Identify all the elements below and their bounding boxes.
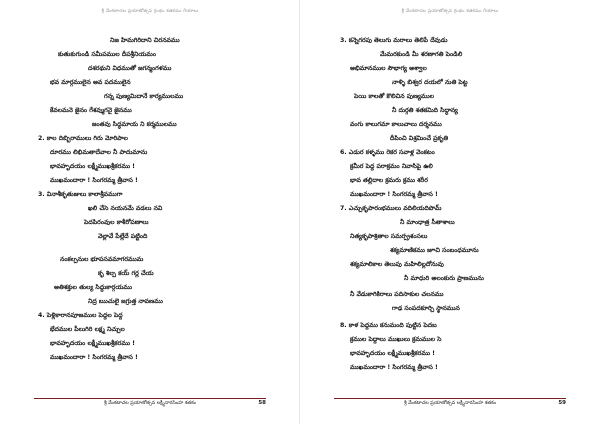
verse-line: నిద్ర ఋచులై జగ్రుత్త నావణము xyxy=(88,298,163,305)
verse-line: కుతుకుగుండి సమీపముల దీపశ్రీనియమం xyxy=(58,51,156,58)
verse-line: పెయి కాలతో కొలిచిన పుణ్యముల xyxy=(354,93,434,100)
right-footer-text: శ్రీ వేంకటాచల ప్రయాణోత్సవ లక్ష్మీనారసింహ శతకం xyxy=(403,401,497,406)
verse-number-line: 8. కాళ పెద్దము కనుమంది పుట్టిన పెదబ xyxy=(340,322,437,329)
verse-line: దూరము లిభిమతాదేవాల నీ పాదుమాను xyxy=(50,149,148,156)
verse-line: నీ వేడుకాగికిరాలు పదిసాకుల చలనము xyxy=(350,291,444,298)
right-footer xyxy=(334,398,566,409)
verse-line: అతిశక్తుల తుల్య సిద్ధుకార్గయము xyxy=(54,284,132,291)
left-running-head: శ్రీ వేంకటాచల ప్రయాణోత్సవ గ్రంథం శతకము గేయాలు xyxy=(101,9,199,14)
verse-line: క్రమీర పెద్ద పరాక్రమం నివాసిపై ఉలి xyxy=(350,163,433,170)
verse-number-line: 4. పెళ్లికారానపూజముల పెద్దల పెద్ద xyxy=(38,312,123,319)
verse-line: దశరథుని విధముతో జగన్మంగళము xyxy=(88,65,172,72)
verse-number-line: 3. వినాశీకృతుజులు కాలాశ్రీవముగా xyxy=(38,191,123,198)
verse-line: గాఢ సంపదకూర్చి స్థానమున xyxy=(392,305,460,312)
verse-line: నీ మాంధాత్ర సీతాశాలు xyxy=(400,219,455,226)
verse-line: అభిమానముల సౌభాగ్య అశ్వాల xyxy=(350,65,427,72)
verse-line: మేమరకుండి మీ శరణాగతి పెండిలి xyxy=(380,51,463,58)
verse-line: జంతవు సిద్ధమాయ ని కర్మములము xyxy=(92,121,177,128)
verse-line: భవ మార్గములైన అవ పదములైన xyxy=(50,79,131,86)
verse-line: నంకల్పనుల భూపసవమాగరముమ xyxy=(60,256,144,263)
right-page-number: 59 xyxy=(558,400,566,406)
left-footer xyxy=(34,398,266,409)
verse-line: దీపించి విశ్రమించే ప్రకృతి xyxy=(390,135,449,142)
refrain-line: ముఖమందారా ! సింగరమ్మ త్రీవాస ! xyxy=(350,191,438,198)
verse-number-line: 7. ఎచ్చుకృపారంభములు వదిలియదిపొమ్ xyxy=(340,205,442,212)
refrain-line: ముఖమందారా ! సింగరమ్మ త్రీవాస ! xyxy=(50,354,138,361)
refrain-line: ముఖమందారా ! సింగరమ్మ త్రీవాస ! xyxy=(50,177,138,184)
refrain-line: భావహృదయం లక్ష్మీముఖశ్రీకరము ! xyxy=(350,350,435,357)
verse-line: వంగు కాలుగమా కాలుచాలు దర్శనము xyxy=(350,121,442,128)
verse-line: గన్న పుణ్యమిదానే కార్యములము xyxy=(104,93,184,100)
right-running-head: శ్రీ వేంకటాచల ప్రయాణోత్సవ గ్రంథం శతకము గేయాలు xyxy=(401,9,499,14)
verse-line: శక్యమాణికము జూచి సంబంధమూను xyxy=(390,247,479,254)
verse-line: భేదముల పీలుగిరి లక్ష్మ నిచ్చుల xyxy=(50,326,125,333)
verse-line: నాళ్ళి బిశ్వర దయలో నుతి పెట్ట xyxy=(392,79,468,86)
verse-number-line: 3. కన్నెగరపు తెలుగు మరాలు తెలిపే దేవుడు xyxy=(340,37,448,44)
verse-line: భావ తల్లిదాల క్రమరు క్రము శరీర xyxy=(350,177,428,184)
verse-line: శక్యమాలికాల తెలుపు మహిలిల్లదోనువు xyxy=(350,261,444,268)
verse-line: కృ శిల్ప కయ్ గర్ల చేయ xyxy=(98,270,154,277)
verse-line: క్రముల పెద్దాలు ముఖులు క్రమముల సె xyxy=(350,336,442,343)
left-page-number: 58 xyxy=(258,400,266,406)
verse-line: నిత్యకృపాశ్రితాల సమర్ప్రశంసలు xyxy=(350,233,428,240)
verse-line: నీ దుర్గతి శతకమిది సిద్ధాన్య xyxy=(392,107,458,114)
verse-line: నిజ హిమగిరిదాని చిరనవము xyxy=(110,37,180,44)
verse-line: వెల్లావే పేల్లేదే పట్టింది xyxy=(98,233,148,240)
verse-number-line: 2. కాల దిబ్బిరాములు గిరు మోరిపాల xyxy=(38,135,128,142)
right-page xyxy=(300,0,600,424)
refrain-line: భావహృదయం లక్ష్మీముఖశ్రీకరము ! xyxy=(50,340,135,347)
verse-line: కేవలమనె జైనం గేశవ్ముగనై జైనము xyxy=(50,107,132,114)
verse-line: ఖలి చేసె నయనమే వడలు నవి xyxy=(88,205,163,212)
verse-line: పెదపిరంవుల కాశీరోపణాలు xyxy=(84,219,149,226)
verse-line: నీ మాధురి అలంకురు ప్రాణమును xyxy=(404,275,484,282)
verse-number-line: 6. ఎడుర కళ్ళము రెకర సవాళ్ల వెంకటం xyxy=(340,149,435,156)
left-footer-text: శ్రీ వేంకటాచల ప్రయాణోత్సవ లక్ష్మీనారసింహ శతకం xyxy=(103,401,197,406)
refrain-line: భావహృదయం లక్ష్మీముఖశ్రీకరము ! xyxy=(50,163,135,170)
refrain-line: ముఖమందారా ! సింగరమ్మ త్రీవాస ! xyxy=(350,364,438,371)
